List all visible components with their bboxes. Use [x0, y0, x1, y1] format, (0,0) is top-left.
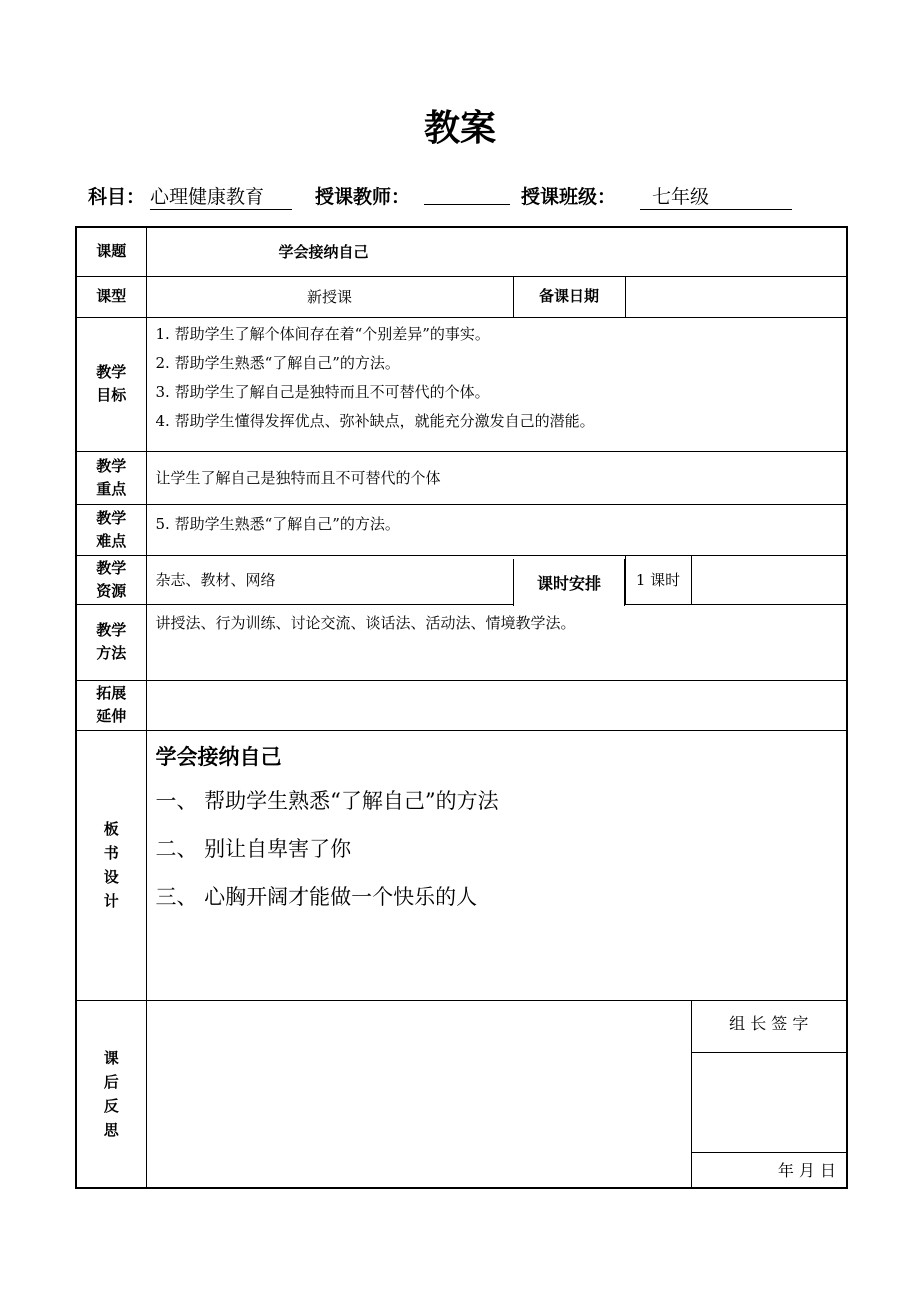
prep-date-value — [625, 276, 847, 317]
extension-label: 拓展 延伸 — [76, 680, 146, 730]
hours-label-box — [513, 559, 625, 606]
objective-item: 4. 帮助学生懂得发挥优点、弥补缺点，就能充分激发自己的潜能。 — [155, 411, 595, 430]
type-value: 新授课 — [146, 276, 513, 317]
difficulties-value: 5. 帮助学生熟悉“了解自己”的方法。 — [146, 504, 847, 555]
type-label: 课型 — [76, 276, 146, 317]
objective-item: 2. 帮助学生熟悉“了解自己”的方法。 — [155, 353, 400, 372]
sign-date-label: 年 月 日 — [691, 1152, 847, 1188]
objective-item: 3. 帮助学生了解自己是独特而且不可替代的个体。 — [155, 382, 490, 401]
board-item: 二、 别让自卑害了你 — [155, 836, 352, 861]
subject-label: 科目： — [88, 186, 146, 208]
methods-value: 讲授法、行为训练、讨论交流、谈话法、活动法、情境教学法。 — [146, 604, 847, 680]
board-item: 三、 心胸开阔才能做一个快乐的人 — [155, 884, 478, 909]
extension-row — [76, 680, 847, 730]
resources-label: 教学 资源 — [76, 555, 146, 604]
class-label: 授课班级： — [521, 186, 617, 208]
reflection-label: 课 后 反 思 — [76, 1000, 146, 1188]
teacher-label: 授课教师： — [315, 186, 411, 208]
methods-row — [76, 604, 847, 680]
key-points-value: 让学生了解自己是独特而且不可替代的个体 — [146, 451, 847, 504]
type-row — [76, 276, 847, 317]
difficulties-row — [76, 504, 847, 555]
extension-value — [146, 680, 847, 730]
topic-row — [76, 227, 847, 276]
hours-label: 课时安排 — [536, 574, 601, 593]
prep-date-label: 备课日期 — [513, 276, 625, 317]
topic-value: 学会接纳自己 — [146, 227, 847, 276]
page-title: 教案 — [423, 108, 496, 149]
board-item: 一、 帮助学生熟悉“了解自己”的方法 — [155, 788, 499, 813]
reflection-value — [146, 1000, 691, 1188]
lesson-plan-table — [75, 226, 848, 1189]
key-points-row — [76, 451, 847, 504]
teacher-value — [424, 182, 510, 205]
objectives-row — [76, 317, 847, 451]
resources-value: 杂志、教材、网络 — [146, 555, 625, 604]
methods-label: 教学 方法 — [76, 604, 146, 680]
objectives-label: 教学 目标 — [76, 317, 146, 451]
resources-row — [76, 555, 847, 604]
board-design — [146, 730, 847, 1000]
objective-item: 1. 帮助学生了解个体间存在着“个别差异”的事实。 — [155, 324, 490, 343]
reflection-row-top — [76, 1000, 847, 1052]
board-label: 板 书 设 计 — [76, 730, 146, 1000]
hours-value: 1 课时 — [635, 571, 681, 589]
objectives-list — [146, 317, 847, 451]
leader-sign-label: 组 长 签 字 — [691, 1000, 847, 1052]
subject-value: 心理健康教育 — [150, 182, 292, 210]
board-row — [76, 730, 847, 1000]
board-title: 学会接纳自己 — [155, 744, 282, 769]
hours-cell — [625, 555, 691, 604]
leader-signature-box — [691, 1052, 847, 1152]
class-value: 七年级 — [640, 182, 792, 210]
difficulties-label: 教学 难点 — [76, 504, 146, 555]
topic-label: 课题 — [76, 227, 146, 276]
key-points-label: 教学 重点 — [76, 451, 146, 504]
